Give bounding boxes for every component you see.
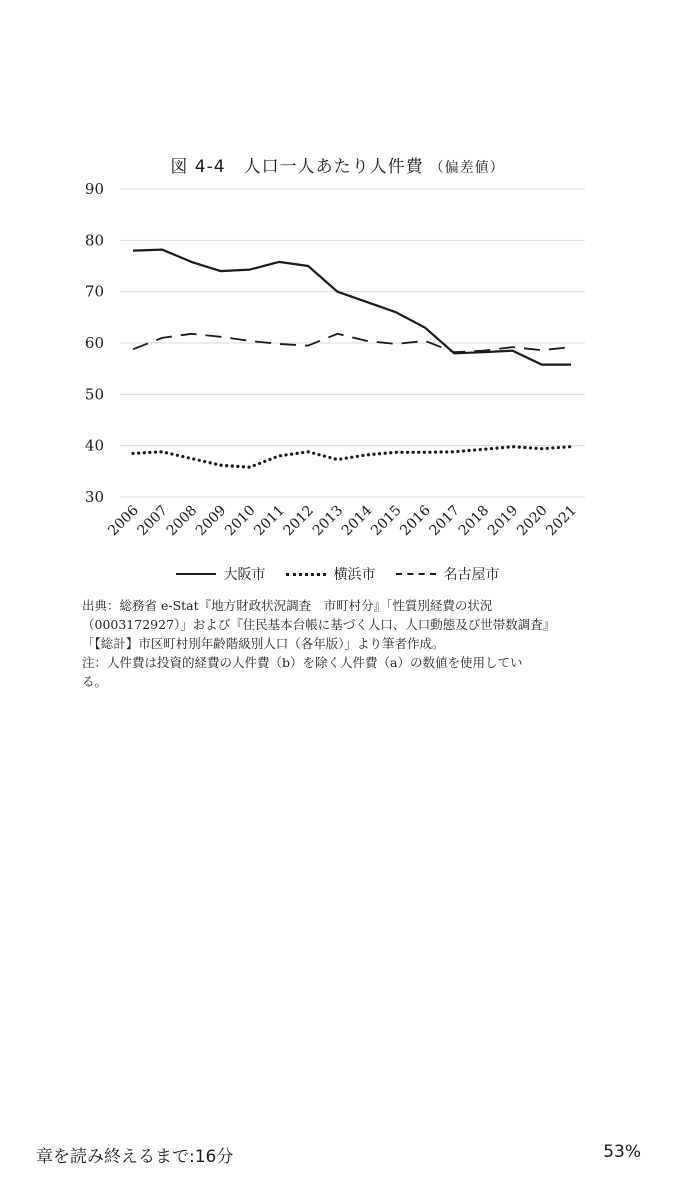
- note-line: 「【総計】市区町村別年齢階級別人口（各年版）」より筆者作成。: [82, 636, 445, 651]
- legend-label-osaka: 大阪市: [223, 567, 266, 583]
- legend-item-nagoya: [396, 564, 500, 584]
- x-tick-label: 2009: [192, 502, 230, 540]
- legend-swatch-dashed: [396, 573, 436, 575]
- x-tick-label: 2006: [105, 502, 142, 540]
- x-tick-label: 2012: [280, 502, 318, 540]
- legend-item-osaka: [176, 564, 266, 584]
- series-line-1: [133, 447, 571, 468]
- legend-label-yokohama: 横浜市: [333, 567, 376, 583]
- x-tick-label: 2017: [426, 502, 464, 540]
- x-tick-label: 2018: [455, 502, 493, 540]
- x-tick-label: 2021: [543, 502, 580, 540]
- chart-legend: [0, 564, 675, 584]
- note-line: 出典：総務省 e-Stat『地方財政状況調査 市町村分』「性質別経費の状況: [82, 598, 493, 613]
- note-line: （0003172927）」および『住民基本台帳に基づく人口、人口動態及び世帯数調査』: [82, 617, 556, 632]
- legend-item-yokohama: [286, 564, 376, 584]
- y-tick-label: 90: [84, 180, 104, 198]
- y-tick-label: 50: [84, 385, 104, 404]
- y-tick-label: 60: [84, 334, 104, 352]
- x-tick-label: 2014: [338, 502, 376, 540]
- x-tick-label: 2016: [397, 502, 434, 540]
- x-tick-label: 2020: [514, 502, 551, 540]
- note-line: 注：人件費は投資的経費の人件費（b）を除く人件費（a）の数値を使用してい: [82, 655, 523, 670]
- y-tick-label: 30: [84, 488, 104, 506]
- x-tick-label: 2010: [222, 502, 259, 540]
- x-tick-label: 2011: [251, 502, 288, 540]
- legend-label-nagoya: 名古屋市: [443, 567, 500, 583]
- reading-progress: 53%: [603, 1142, 641, 1162]
- y-tick-label: 70: [84, 282, 104, 301]
- legend-swatch-solid: [176, 573, 216, 575]
- y-tick-label: 80: [84, 231, 104, 250]
- y-tick-label: 40: [84, 436, 104, 455]
- note-line: る。: [82, 674, 108, 689]
- x-tick-label: 2008: [163, 502, 201, 540]
- reading-time-remaining: 章を読み終えるまで:16分: [36, 1147, 234, 1167]
- x-tick-label: 2013: [309, 502, 347, 540]
- chart-title-main: 図 4-4 人口一人あたり人件費: [170, 157, 424, 177]
- line-chart: [0, 0, 675, 560]
- x-tick-label: 2019: [484, 502, 522, 540]
- legend-swatch-dotted: [286, 573, 326, 576]
- chart-subtitle: （偏差値）: [429, 160, 505, 176]
- chart-source-notes: [82, 596, 602, 691]
- x-tick-label: 2007: [134, 502, 172, 540]
- x-tick-label: 2015: [368, 502, 405, 540]
